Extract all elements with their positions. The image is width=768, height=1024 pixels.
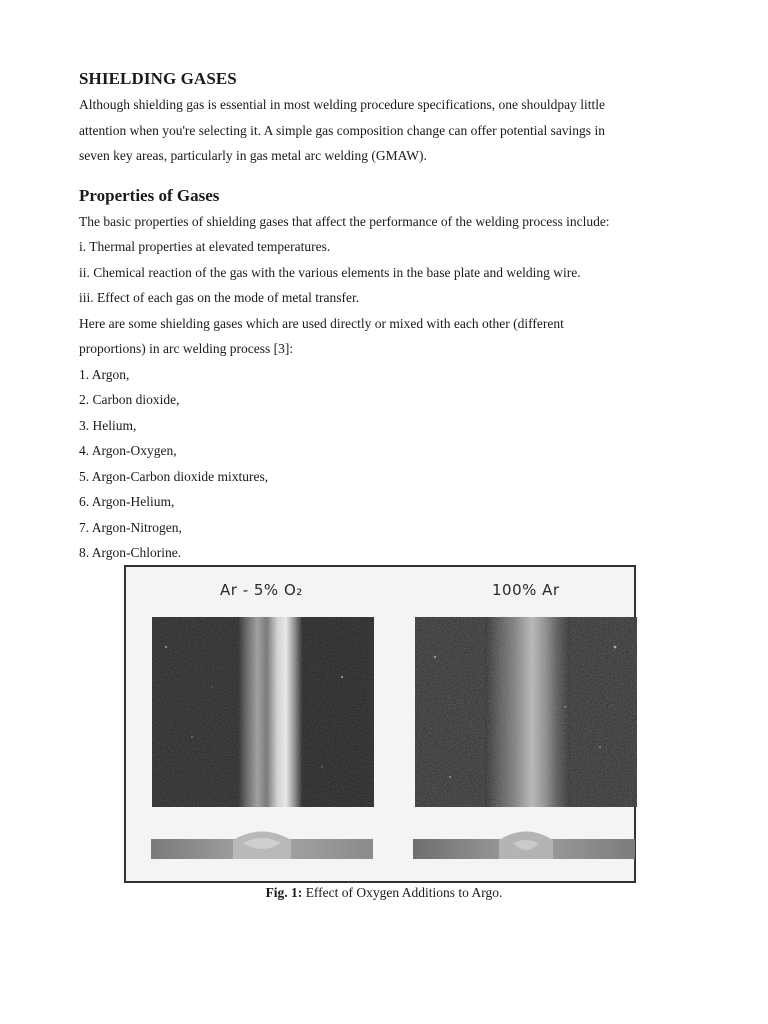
properties-line: ii. Chemical reaction of the gas with the various elements in the base plate and welding wire. [79,264,581,280]
document-body [79,66,699,566]
properties-line: Here are some shielding gases which are used directly or mixed with each other (different [79,315,564,331]
figure-1 [124,565,636,883]
intro-line: Although shielding gas is essential in most welding procedure specifications, one shouldpay little [79,97,606,112]
gas-list-item: 3. Helium, [79,417,137,433]
intro-line: seven key areas, particularly in gas metal arc welding (GMAW). [79,148,427,163]
properties-line: proportions) in arc welding process [3]: [79,341,294,356]
properties-line: i. Thermal properties at elevated temperatures. [79,239,331,254]
gas-list-item: 5. Argon-Carbon dioxide mixtures, [79,468,269,484]
properties-paragraph [79,209,699,362]
gas-list-item: 4. Argon-Oxygen, [79,443,177,458]
figure-caption-text: Effect of Oxygen Additions to Argo. [302,885,503,900]
weld-photo-ar [415,617,637,807]
gas-list-item: 8. Argon-Chlorine. [79,545,182,560]
properties-line: iii. Effect of each gas on the mode of metal transfer. [79,290,360,305]
gas-list-item: 7. Argon-Nitrogen, [79,519,182,535]
intro-paragraph [79,92,699,169]
figure-frame [124,565,636,883]
gas-list [79,362,699,566]
cross-section-ar-o2 [151,829,373,861]
figure-caption-number: Fig. 1: [265,885,303,900]
cross-section-ar [413,829,635,861]
gas-list-item: 1. Argon, [79,366,130,382]
weld-photo-ar-o2 [152,617,374,807]
left-panel-label: Ar - 5% O₂ [220,581,303,599]
gas-list-item: 6. Argon-Helium, [79,494,175,509]
properties-line: The basic properties of shielding gases that affect the performance of the welding process include: [79,213,610,229]
section-title: SHIELDING GASES [79,69,237,88]
figure-caption [0,884,768,902]
gas-list-item: 2. Carbon dioxide, [79,392,180,407]
intro-line: attention when you're selecting it. A simple gas composition change can offer potential savings in [79,122,605,138]
right-panel-label: 100% Ar [492,581,560,599]
subsection-title: Properties of Gases [79,185,220,205]
